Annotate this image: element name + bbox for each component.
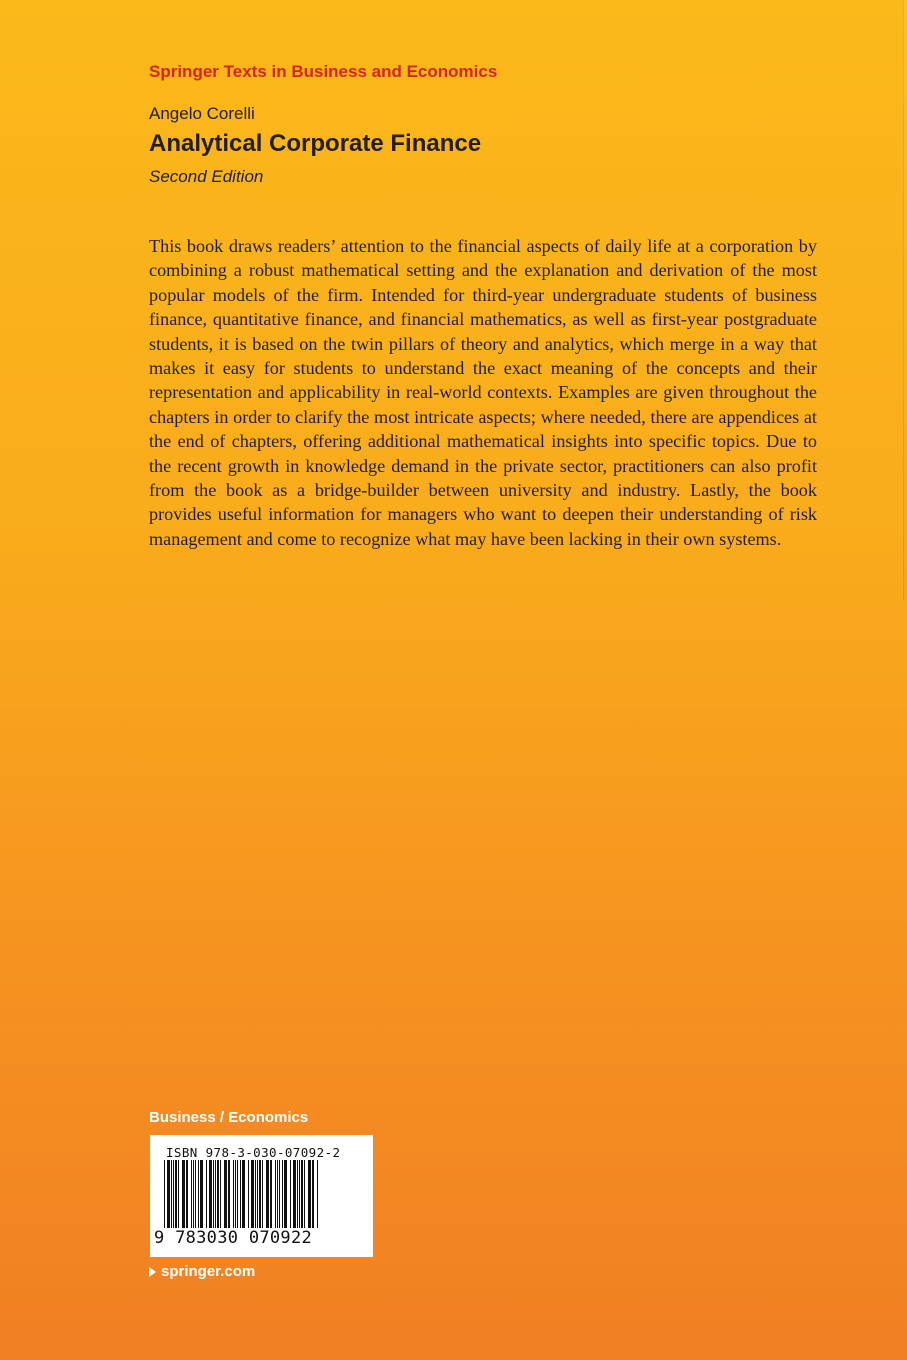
website-link[interactable] xyxy=(149,1263,255,1280)
spine-edge xyxy=(903,0,907,600)
author-name: Angelo Corelli xyxy=(149,104,255,123)
category-label: Business / Economics xyxy=(149,1109,309,1126)
edition-label: Second Edition xyxy=(149,167,264,186)
barcode-icon xyxy=(164,1160,360,1228)
series-name: Springer Texts in Business and Economics xyxy=(149,62,498,81)
book-title: Analytical Corporate Finance xyxy=(149,130,482,157)
isbn-barcode xyxy=(150,1135,373,1257)
arrow-right-icon xyxy=(149,1267,156,1277)
ean-digits: 9 783030 070922 xyxy=(154,1228,313,1248)
website-label: springer.com xyxy=(161,1263,256,1280)
isbn-label: ISBN 978-3-030-07092-2 xyxy=(166,1145,341,1160)
book-description: This book draws readers’ attention to the financial aspects of daily life at a corporation by combining a robust mathematical setting and the explanation and derivation of the most popular models of the firm. Intended for third-year undergraduate students of business finance, quantitative finance, and financial mathematics, as well as first-year postgraduate students, it is based on the twin pillars of theory and analytics, which merge in a way that makes it easy for students to understand the exact meaning of the concepts and their representation and applicability in real-world contexts. Examples are given throughout the chapters in order to clarify the most intricate aspects; where needed, there are appendices at the end of chapters, offering additional mathematical insights into specific topics. Due to the recent growth in knowledge demand in the private sector, practitioners can also profit from the book as a bridge-builder between university and industry. Lastly, the book provides useful information for managers who want to deepen their understanding of risk management and come to recognize what may have been lacking in their own systems. xyxy=(149,236,817,549)
